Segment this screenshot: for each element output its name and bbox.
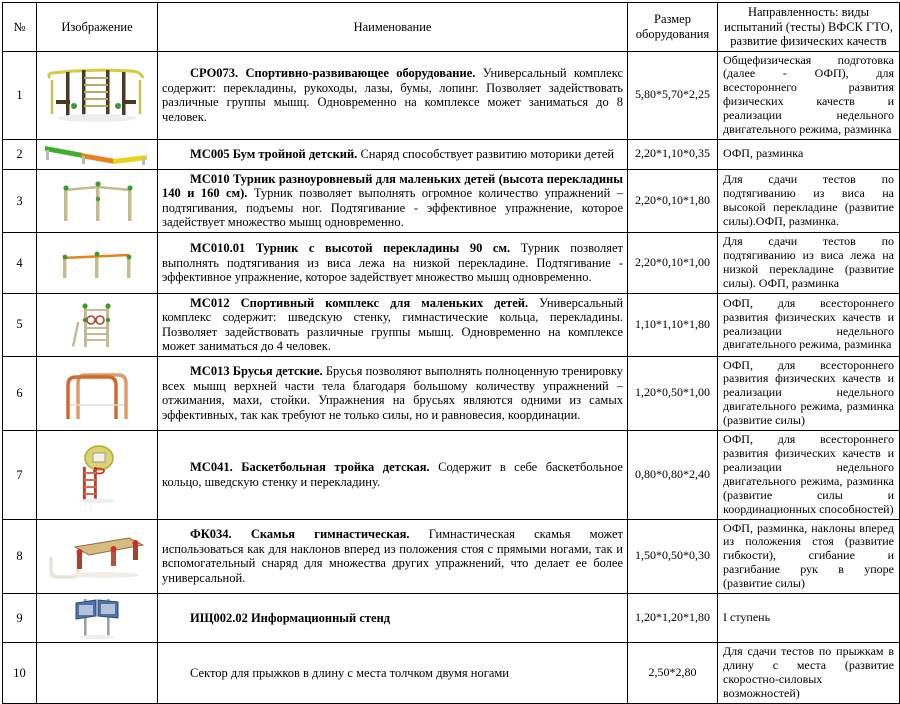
info-stand-icon [69, 596, 125, 640]
col-header-size: Размер оборудования [628, 3, 718, 52]
equipment-direction: ОФП, для всестороннего развития физических качеств и реализации недельного двигательного режима, разминка [718, 293, 900, 356]
gym-bench-icon [45, 529, 149, 583]
equipment-name [162, 147, 623, 162]
equipment-size: 1,20*0,50*1,00 [628, 356, 718, 431]
col-header-name: Наименование [158, 3, 628, 52]
equipment-direction: Общефизическая подготовка (далее - ОФП), для всестороннего развития физических качеств и реализации недельного двигательного режима, разминка [718, 51, 900, 139]
table-row [3, 139, 900, 169]
equipment-table [2, 2, 900, 704]
equipment-image-cell [37, 643, 158, 704]
equipment-direction: Для сдачи тестов по прыжкам в длину с места (развитие скоростно-силовых возможностей) [718, 643, 900, 704]
equipment-size: 2,20*0,10*1,80 [628, 169, 718, 232]
equipment-name [162, 611, 623, 626]
equipment-image-cell [37, 431, 158, 519]
equipment-description: Гимнастическая скамья может использоваться как для наклонов вперед из положения стоя с прямыми ногами, так и вспомогательный снаряд для множества других упражнений, что делает ее более универсальной. [162, 527, 623, 585]
equipment-description: Содержит в себе баскетбольное кольцо, шведскую стенку и перекладину. [162, 460, 623, 489]
equipment-size: 1,10*1,10*1,80 [628, 293, 718, 356]
equipment-direction: I ступень [718, 594, 900, 643]
basketball-stand-icon [69, 445, 125, 504]
equipment-code: МС005 Бум тройной детский. [190, 147, 358, 162]
parallel-bars-icon [60, 365, 134, 421]
row-number: 8 [3, 519, 37, 594]
equipment-description: Турник позволяет выполнять огромное количество упражнений – подтягивания, подъемы ног. Подтягивание - эффективное упражнение, которое задействует множество мышц одновременно. [162, 186, 624, 230]
equipment-image-cell [37, 51, 158, 139]
table-row [3, 293, 900, 356]
row-number: 7 [3, 431, 37, 519]
row-number: 10 [3, 643, 37, 704]
row-number: 1 [3, 51, 37, 139]
equipment-name [162, 364, 623, 422]
equipment-name [162, 296, 623, 354]
equipment-name [162, 527, 623, 585]
row-number: 4 [3, 232, 37, 293]
col-header-image: Изображение [37, 3, 158, 52]
equipment-code: МС010 Турник разноуровневый для маленьких детей (высота перекладины 140 и 160 см). [162, 171, 623, 201]
low-pullup-bar-icon [51, 244, 143, 282]
equipment-code: СРО073. Спортивно-развивающее оборудование. [190, 66, 476, 81]
table-row [3, 431, 900, 519]
equipment-description: Брусья позволяют выполнять полноценную тренировку всех мышц верхней части тела благодаря большому количеству упражнений – отжимания, махи, стойки. Упражнения на брусьях являются одними из самых эффективных, так как требуют не только силы, но и равновесия, координации. [162, 364, 624, 422]
triple-beam-icon [41, 142, 153, 166]
equipment-size: 2,20*1,10*0,35 [628, 139, 718, 169]
table-row [3, 51, 900, 139]
equipment-name [162, 666, 623, 681]
equipment-code: МС013 Брусья детские. [190, 364, 323, 379]
table-row [3, 356, 900, 431]
equipment-name [162, 66, 623, 124]
row-number: 9 [3, 594, 37, 643]
equipment-image-cell [37, 232, 158, 293]
equipment-description: Снаряд способствует развитию моторики детей [360, 147, 615, 162]
equipment-name [162, 172, 623, 230]
equipment-description: Сектор для прыжков в длину с места толчком двумя ногами [190, 665, 510, 680]
equipment-image-cell [37, 293, 158, 356]
col-header-direction: Направленность: виды испытаний (тесты) ВФСК ГТО, развитие физических качеств [718, 3, 900, 52]
table-row [3, 519, 900, 594]
kids-sport-complex-icon [68, 300, 126, 350]
table-row [3, 232, 900, 293]
equipment-description: Универсальный комплекс содержит: шведскую стенку, гимнастические кольца, перекладины. Позволяет задействовать различные группы мышц. Одновременно на комплексе может заниматься до 4 человек. [162, 295, 624, 354]
equipment-size: 5,80*5,70*2,25 [628, 51, 718, 139]
equipment-name [162, 460, 623, 489]
table-row [3, 643, 900, 704]
equipment-code: ИЩ002.02 Информационный стенд [190, 610, 391, 625]
equipment-image-cell [37, 594, 158, 643]
header-row [3, 3, 900, 52]
equipment-direction: Для сдачи тестов по подтягиванию из виса на высокой перекладине (развитие силы).ОФП, разминка. [718, 169, 900, 232]
equipment-description: Турник позволяет выполнять подтягивания из виса лежа на низкой перекладине. Подтягивание - эффективное упражнение, которое задействует множество мышц одновременно. [162, 241, 624, 284]
row-number: 2 [3, 139, 37, 169]
equipment-size: 2,50*2,80 [628, 643, 718, 704]
equipment-direction: ОФП, для всестороннего развития физических качеств и реализации недельного двигательного режима, разминка (развитие силы и координационных способностей) [718, 431, 900, 519]
equipment-direction: Для сдачи тестов по подтягиванию из виса лежа на низкой перекладине (развитие силы). ОФП, разминка [718, 232, 900, 293]
equipment-direction: ОФП, разминка [718, 139, 900, 169]
row-number: 6 [3, 356, 37, 431]
equipment-description: Универсальный комплекс содержит: перекладины, рукоходы, лазы, бумы, лопинг. Позволяет задействовать различные группы мышц. Одновременно на комплексе может заниматься до 8 человек. [162, 66, 624, 124]
equipment-size: 2,20*0,10*1,00 [628, 232, 718, 293]
equipment-image-cell [37, 356, 158, 431]
table-row [3, 594, 900, 643]
equipment-image-cell [37, 139, 158, 169]
equipment-direction: ОФП, разминка, наклоны вперед из положения стоя (развитие гибкости), сгибание и разгибание рук в упоре (развитие силы) [718, 519, 900, 594]
equipment-size: 1,50*0,50*0,30 [628, 519, 718, 594]
equipment-code: ФК034. Скамья гимнастическая. [190, 527, 410, 542]
table-row [3, 169, 900, 232]
equipment-image-cell [37, 169, 158, 232]
equipment-direction: ОФП, для всестороннего развития физических качеств и реализации недельного двигательного режима, разминка (развитие силы) [718, 356, 900, 431]
row-number: 5 [3, 293, 37, 356]
equipment-image-cell [37, 519, 158, 594]
equipment-code: МС012 Спортивный комплекс для маленьких детей. [190, 295, 529, 310]
equipment-code: МС010.01 Турник с высотой перекладины 90 см. [190, 241, 511, 255]
multilevel-pullup-bar-icon [52, 177, 142, 224]
equipment-size: 1,20*1,20*1,80 [628, 594, 718, 643]
row-number: 3 [3, 169, 37, 232]
equipment-size: 0,80*0,80*2,40 [628, 431, 718, 519]
sport-complex-icon [44, 64, 150, 126]
equipment-code: МС041. Баскетбольная тройка детская. [190, 460, 430, 475]
col-header-number: № [3, 3, 37, 52]
equipment-name [162, 241, 623, 285]
